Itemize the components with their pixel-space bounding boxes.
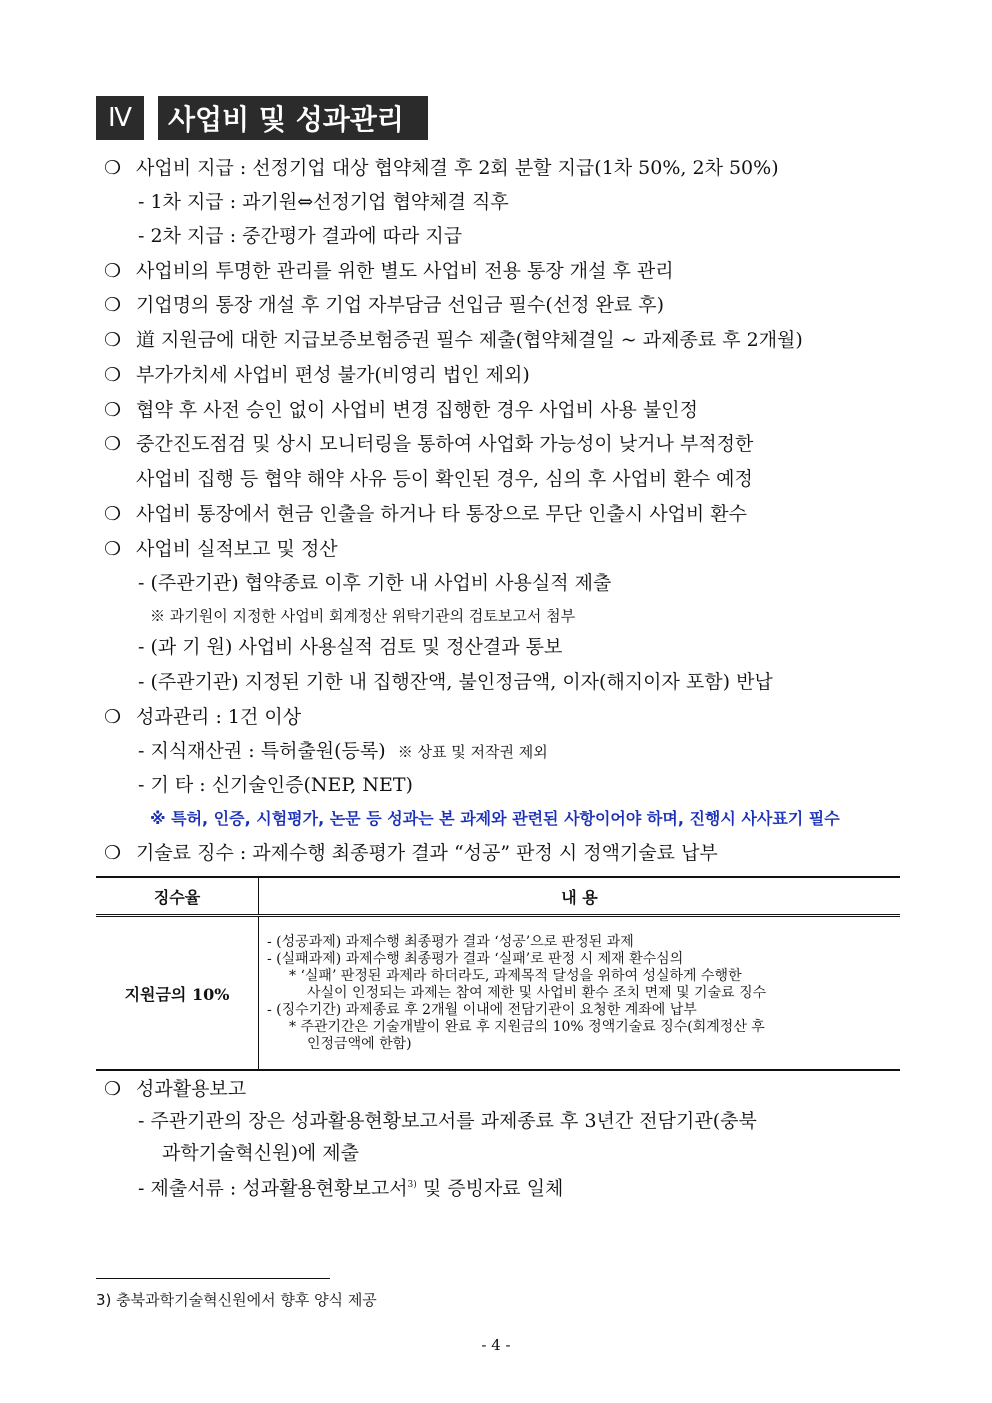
bullet: ❍ — [104, 260, 122, 282]
bullet: ❍ — [104, 433, 122, 455]
line-payment-first: - 1차 지급 : 과기원⇔선정기업 협약체결 직후 — [138, 191, 509, 213]
content-line: - (징수기간) 과제종료 후 2개월 이내에 전담기관이 요청한 계좌에 납부 — [267, 1001, 697, 1018]
bullet: ❍ — [104, 538, 122, 560]
table-header-row — [96, 877, 900, 916]
header-rate: 징수율 — [96, 877, 259, 916]
cell-rate: 지원금의 10% — [96, 916, 259, 1071]
line-report-review: - (과 기 원) 사업비 사용실적 검토 및 정산결과 통보 — [138, 636, 563, 658]
line-royalty: 기술료 징수 : 과제수행 최종평가 결과 “성공” 판정 시 정액기술료 납부 — [136, 842, 718, 864]
content-line: 사실이 인정되는 과제는 참여 제한 및 사업비 환수 조치 면제 및 기술료 징수 — [307, 984, 767, 1001]
section-number: Ⅳ — [96, 96, 144, 140]
footnote-ref: 3) — [407, 1180, 417, 1190]
line-other: - 기 타 : 신기술인증(NEP, NET) — [138, 774, 413, 796]
bullet: ❍ — [104, 1078, 122, 1100]
content-line: 인정금액에 한함) — [307, 1035, 412, 1052]
note-exclusion: ※ 상표 및 저작권 제외 — [397, 743, 548, 761]
line-report-return: - (주관기관) 지정된 기한 내 집행잔액, 불인정금액, 이자(해지이자 포함) 반납 — [138, 671, 773, 693]
line-change: 협약 후 사전 승인 없이 사업비 변경 집행한 경우 사업비 사용 불인정 — [136, 399, 698, 421]
line-vat: 부가가치세 사업비 편성 불가(비영리 법인 제외) — [136, 364, 530, 386]
line-monitoring-cont: 사업비 집행 등 협약 해약 사유 등이 확인된 경우, 심의 후 사업비 환수 예정 — [136, 468, 753, 490]
royalty-table — [96, 876, 900, 1071]
note-performance-related: ※ 특허, 인증, 시험평가, 논문 등 성과는 본 과제와 관련된 사항이어야 하며, 진행시 사사표기 필수 — [150, 809, 840, 828]
content-line: * 주관기간은 기술개발이 완료 후 지원금의 10% 정액기술료 징수(회계정산 후 — [289, 1018, 765, 1035]
content-line: - (실패과제) 과제수행 최종평가 결과 ‘실패’로 판정 시 제재 환수심의 — [267, 950, 684, 967]
table-row — [96, 916, 900, 1071]
bullet: ❍ — [104, 157, 122, 179]
bullet: ❍ — [104, 842, 122, 864]
note-review: ※ 과기원이 지정한 사업비 회계정산 위탁기관의 검토보고서 첨부 — [150, 607, 576, 625]
line-utilization-head: - 주관기관의 장은 성과활용현황보고서를 과제종료 후 3년간 전담기관(충북 — [138, 1110, 757, 1132]
line-account: 사업비의 투명한 관리를 위한 별도 사업비 전용 통장 개설 후 관리 — [136, 260, 674, 282]
footnote-divider — [96, 1278, 330, 1279]
content-line: - (성공과제) 과제수행 최종평가 결과 ‘성공’으로 판정된 과제 — [267, 933, 634, 950]
line-deposit: 기업명의 통장 개설 후 기업 자부담금 선입금 필수(선정 완료 후) — [136, 294, 665, 316]
line-payment: 사업비 지급 : 선정기업 대상 협약체결 후 2회 분할 지급(1차 50%, 2차 50%) — [136, 157, 779, 179]
bullet: ❍ — [104, 503, 122, 525]
bullet: ❍ — [104, 399, 122, 421]
line-utilization-cont: 과학기술혁신원)에 제출 — [162, 1142, 359, 1164]
line-utilization: 성과활용보고 — [136, 1078, 247, 1100]
line-ip-text: - 지식재산권 : 특허출원(등록) — [138, 740, 386, 762]
content-line: * ‘실패’ 판정된 과제라 하더라도, 과제목적 달성을 위하여 성실하게 수행한 — [289, 967, 742, 984]
line-payment-second: - 2차 지급 : 중간평가 결과에 따라 지급 — [138, 225, 463, 247]
line-documents-tail: 및 증빙자료 일체 — [422, 1177, 564, 1200]
line-monitoring: 중간진도점검 및 상시 모니터링을 통하여 사업화 가능성이 낮거나 부적정한 — [136, 433, 754, 455]
header-content: 내 용 — [259, 877, 901, 916]
line-report-submit: - (주관기관) 협약종료 이후 기한 내 사업비 사용실적 제출 — [138, 572, 612, 594]
line-performance: 성과관리 : 1건 이상 — [136, 706, 302, 728]
bullet: ❍ — [104, 329, 122, 351]
line-insurance: 道 지원금에 대한 지급보증보험증권 필수 제출(협약체결일 ~ 과제종료 후 2개월) — [136, 329, 803, 351]
section-title: 사업비 및 성과관리 — [158, 96, 428, 140]
section-header — [96, 96, 428, 140]
bullet: ❍ — [104, 294, 122, 316]
line-withdraw: 사업비 통장에서 현금 인출을 하거나 타 통장으로 무단 인출시 사업비 환수 — [136, 503, 748, 525]
bullet: ❍ — [104, 706, 122, 728]
page-number: - 4 - — [481, 1336, 511, 1354]
line-ip — [138, 738, 548, 765]
footnote: 3) 충북과학기술혁신원에서 향후 양식 제공 — [96, 1291, 377, 1309]
line-report: 사업비 실적보고 및 정산 — [136, 538, 338, 560]
cell-content — [259, 916, 901, 1071]
bullet: ❍ — [104, 364, 122, 386]
line-documents — [138, 1172, 563, 1201]
line-documents-text: - 제출서류 : 성과활용현황보고서 — [138, 1177, 408, 1200]
